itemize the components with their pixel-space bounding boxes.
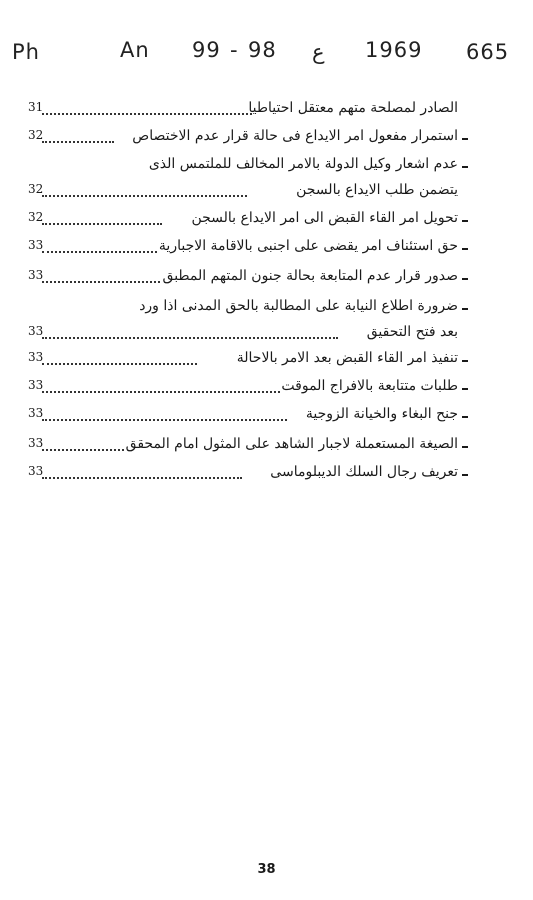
dot-leader: [42, 363, 197, 365]
dot-leader: [42, 251, 157, 253]
toc-page-number: 32: [28, 128, 44, 142]
bullet-dash: [462, 446, 468, 448]
toc-entry-title: بعد فتح التحقيق: [366, 324, 458, 340]
toc-entry: [28, 462, 468, 486]
toc-entry: [28, 236, 468, 260]
page-number: 38: [257, 862, 276, 877]
toc-entry-title: جنح البغاء والخيانة الزوجية: [305, 406, 458, 422]
bullet-dash: [462, 308, 468, 310]
toc-entry: [28, 98, 468, 122]
toc-entry-title: الصيغة المستعملة لاجبار الشاهد على المثول امام المحقق: [125, 436, 458, 452]
toc-page-number: 33: [28, 464, 44, 478]
toc-entry: [28, 296, 468, 320]
toc-page-number: 33: [28, 238, 44, 252]
bullet-dash: [462, 360, 468, 362]
dot-leader: [42, 141, 114, 143]
bullet-dash: [462, 166, 468, 168]
toc-page-number: 33: [28, 268, 44, 282]
bullet-dash: [462, 388, 468, 390]
dot-leader: [42, 449, 124, 451]
bullet-dash: [462, 138, 468, 140]
toc-page-number: 32: [28, 182, 44, 196]
toc-page-number: 33: [28, 350, 44, 364]
toc-page-number: 32: [28, 210, 44, 224]
dot-leader: [42, 113, 252, 115]
toc-entry: [28, 266, 468, 290]
dot-leader: [42, 223, 162, 225]
bullet-dash: [462, 278, 468, 280]
dot-leader: [42, 419, 287, 421]
toc-entry-title: حق استئناف امر يقضى على اجنبى بالاقامة الاجبارية: [158, 238, 458, 254]
dot-leader: [42, 195, 247, 197]
handwritten-note-year: 1969: [365, 38, 423, 62]
bullet-dash: [462, 416, 468, 418]
toc-entry-title: تحويل امر القاء القبض الى امر الايداع بالسجن: [191, 210, 458, 226]
toc-entry-title: تنفيذ امر القاء القبض بعد الامر بالاحالة: [236, 350, 458, 366]
handwritten-note-ain: ع: [312, 40, 325, 64]
toc-entry-title: طلبات متتابعة بالافراج الموقت: [281, 378, 458, 394]
toc-page-number: 33: [28, 436, 44, 450]
handwritten-note-ph: Ph: [12, 40, 40, 64]
toc-entry-title: عدم اشعار وكيل الدولة بالامر المخالف للملتمس الذى: [148, 156, 458, 172]
toc-entry: [28, 348, 468, 372]
toc-page-number: 31: [28, 100, 44, 114]
toc-entry: [28, 376, 468, 400]
toc-entry: [28, 404, 468, 428]
bullet-dash: [462, 248, 468, 250]
toc-entry: [28, 322, 468, 346]
toc-entry-title: استمرار مفعول امر الايداع فى حالة قرار عدم الاختصاص: [132, 128, 458, 144]
handwritten-note-an: An: [120, 38, 150, 62]
toc-page-number: 33: [28, 324, 44, 338]
bullet-dash: [462, 220, 468, 222]
toc-page-number: 33: [28, 406, 44, 420]
handwritten-note-98: 98: [248, 38, 277, 62]
toc-entry-title: تعريف رجال السلك الديبلوماسى: [270, 464, 458, 480]
toc-entry-title: الصادر لمصلحة متهم معتقل احتياطيا: [248, 100, 458, 116]
toc-entry: [28, 208, 468, 232]
toc-entry-title: يتضمن طلب الايداع بالسجن: [296, 182, 458, 198]
toc-entry-title: ضرورة اطلاع النيابة على المطالبة بالحق المدنى اذا ورد: [139, 298, 458, 314]
dot-leader: [42, 391, 280, 393]
toc-entry: [28, 434, 468, 458]
toc-page-number: 33: [28, 378, 44, 392]
dot-leader: [42, 337, 338, 339]
toc-entry: [28, 126, 468, 150]
dot-leader: [42, 477, 242, 479]
handwritten-note-665: 665: [466, 40, 510, 64]
handwritten-note-dash: -: [230, 38, 239, 62]
bullet-dash: [462, 474, 468, 476]
handwritten-note-99: 99: [192, 38, 221, 62]
toc-entry: [28, 180, 468, 204]
toc-entry-title: صدور قرار عدم المتابعة بحالة جنون المتهم المطبق: [162, 268, 458, 284]
toc-entry: [28, 154, 468, 178]
dot-leader: [42, 281, 160, 283]
